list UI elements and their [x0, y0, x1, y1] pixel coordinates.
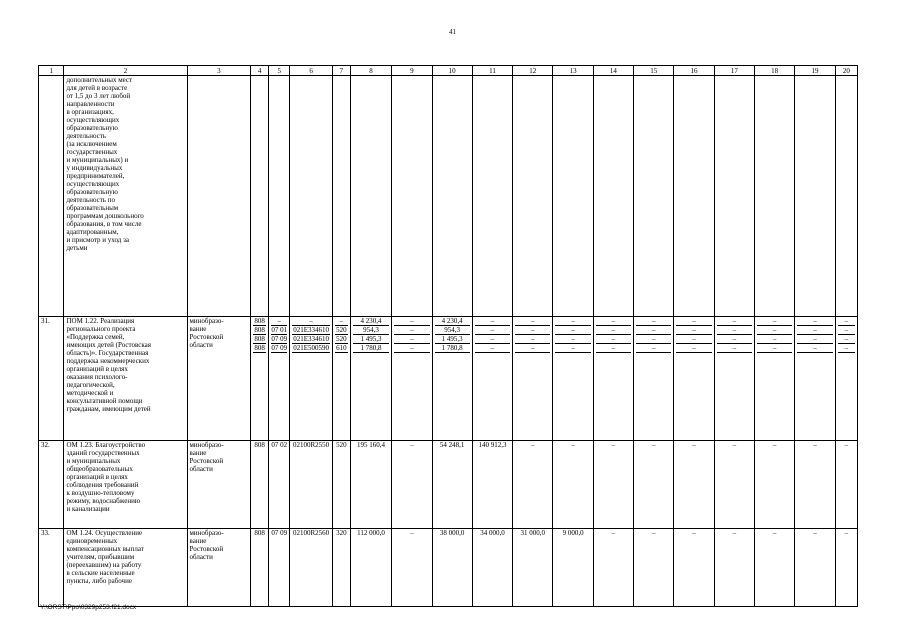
value-line: –	[757, 344, 792, 353]
measure-name	[64, 317, 187, 441]
value-cell	[350, 529, 391, 607]
header-cell: 11	[472, 66, 512, 76]
executor-line: минобразо-	[189, 317, 224, 325]
measure-name-line: организаций в целях	[66, 365, 128, 373]
measure-name-line: имеющих детей (Ростовская	[66, 341, 151, 349]
value-line: 021E334610	[293, 326, 329, 334]
measure-name-line: деятельность	[66, 132, 106, 140]
value-line: 02100R2550	[293, 441, 330, 449]
measure-name-line: образовательную	[66, 188, 118, 196]
measure-name-line: у индивидуальных	[66, 164, 123, 172]
value-line: –	[636, 326, 671, 335]
value-cell	[674, 76, 714, 317]
value-line: –	[676, 344, 711, 353]
value-line: –	[475, 335, 510, 344]
measure-name-line: в организациях,	[66, 108, 114, 116]
measure-name-line: к воздушно-тепловому	[66, 489, 135, 497]
value-line: –	[676, 335, 711, 344]
value-cell	[290, 317, 332, 441]
value-line: –	[596, 344, 631, 353]
value-line: –	[475, 326, 510, 335]
value-line: 954,3	[353, 326, 389, 335]
value-cell	[392, 317, 432, 441]
measure-name-line: поддержка некоммерческих	[66, 357, 150, 365]
row-number: 32.	[39, 441, 64, 529]
measure-name-line: (за исключением	[66, 140, 117, 148]
value-line: 520	[336, 335, 347, 343]
value-line: –	[394, 335, 429, 344]
value-cell	[350, 317, 391, 441]
value-line: 954,3	[435, 326, 470, 335]
measure-name-line: регионального проекта	[66, 325, 136, 333]
measure-name-line: учителям, прибывшим	[66, 553, 135, 561]
value-line: 320	[336, 529, 347, 537]
value-cell	[332, 529, 350, 607]
measure-name-line: единовременных	[66, 537, 118, 545]
value-line: –	[838, 335, 855, 344]
value-cell	[634, 441, 674, 529]
measure-name-line: ПОМ 1.22. Реализация	[66, 317, 135, 325]
table-row	[39, 76, 858, 317]
value-cell	[795, 317, 835, 441]
executor-line: минобразо-	[189, 529, 224, 537]
value-line: 4 230,4	[435, 317, 470, 326]
value-line: –	[717, 335, 752, 344]
value-line: 1 780,8	[435, 344, 470, 353]
table-body	[39, 66, 858, 607]
value-line: –	[611, 441, 616, 449]
value-line: 808	[254, 326, 265, 334]
measure-name	[64, 76, 187, 317]
value-line: 808	[254, 441, 265, 449]
executor	[187, 317, 251, 441]
header-cell: 13	[553, 66, 593, 76]
measure-name	[64, 441, 187, 529]
header-cell: 2	[64, 66, 187, 76]
header-cell: 6	[290, 66, 332, 76]
value-cell	[553, 317, 593, 441]
header-cell: 7	[332, 66, 350, 76]
header-cell: 4	[251, 66, 269, 76]
executor-line: Ростовской	[189, 333, 224, 341]
value-cell	[251, 441, 269, 529]
value-line: –	[797, 335, 832, 344]
value-cell	[835, 317, 857, 441]
value-line: –	[410, 529, 414, 537]
value-line: –	[717, 317, 752, 326]
value-line: –	[838, 317, 855, 326]
header-cell: 17	[714, 66, 754, 76]
executor-line: вание	[189, 449, 207, 457]
value-cell	[290, 441, 332, 529]
header-cell: 12	[513, 66, 553, 76]
header-row	[39, 66, 858, 76]
header-cell: 10	[432, 66, 472, 76]
value-cell	[332, 441, 350, 529]
value-line: 808	[254, 317, 265, 325]
measure-name-line: в сельские населенные	[66, 569, 135, 577]
header-cell: 3	[187, 66, 251, 76]
executor-line: области	[189, 553, 213, 561]
executor-line: области	[189, 341, 213, 349]
measure-name-line: оказания психолого-	[66, 373, 128, 381]
header-cell: 5	[269, 66, 290, 76]
value-cell	[835, 441, 857, 529]
header-cell: 8	[350, 66, 391, 76]
value-cell	[392, 76, 432, 317]
value-line: –	[732, 529, 737, 537]
value-line: 38 000,0	[439, 529, 465, 537]
measure-name-line: организаций в целях	[66, 473, 128, 481]
value-line: –	[797, 326, 832, 335]
value-line: 520	[336, 326, 347, 334]
measure-name-line: и муниципальных	[66, 457, 121, 465]
value-cell	[634, 529, 674, 607]
executor-line: минобразо-	[189, 441, 224, 449]
value-line: 520	[336, 441, 347, 449]
value-cell	[432, 529, 472, 607]
value-line: –	[636, 344, 671, 353]
value-cell	[251, 317, 269, 441]
value-line: –	[651, 441, 656, 449]
value-cell	[795, 441, 835, 529]
header-cell: 19	[795, 66, 835, 76]
value-line: –	[555, 344, 590, 353]
measure-name-line: область)». Государственная	[66, 349, 149, 357]
header-cell: 9	[392, 66, 432, 76]
value-line: 9 000,0	[562, 529, 584, 537]
value-cell	[755, 317, 795, 441]
value-cell	[755, 529, 795, 607]
measure-name-line: детьми	[66, 244, 88, 252]
measure-name-line: осуществляющих	[66, 116, 120, 124]
measure-name-line: режиму, водоснабжению	[66, 497, 141, 505]
value-cell	[350, 76, 391, 317]
value-cell	[674, 317, 714, 441]
value-cell	[392, 529, 432, 607]
value-line: –	[838, 326, 855, 335]
value-line: –	[717, 326, 752, 335]
value-cell	[269, 76, 290, 317]
value-cell	[392, 441, 432, 529]
value-line: –	[636, 317, 671, 326]
measure-name-line: зданий государственных	[66, 449, 140, 457]
executor	[187, 441, 251, 529]
value-line: –	[292, 317, 329, 326]
measure-name-line: дополнительных мест	[66, 76, 133, 84]
value-cell	[472, 76, 512, 317]
value-line: –	[757, 317, 792, 326]
value-line: –	[717, 344, 752, 353]
measure-name-line: методической и	[66, 389, 114, 397]
header-cell: 20	[835, 66, 857, 76]
value-line: 112 000,0	[357, 529, 385, 537]
header-cell: 18	[755, 66, 795, 76]
value-cell	[674, 529, 714, 607]
row-number	[39, 76, 64, 317]
value-line: –	[772, 441, 777, 449]
value-cell	[513, 441, 553, 529]
value-line: –	[555, 317, 590, 326]
value-cell	[269, 317, 290, 441]
value-cell	[432, 76, 472, 317]
value-cell	[513, 76, 553, 317]
value-line: –	[335, 317, 348, 326]
value-line: –	[636, 335, 671, 344]
value-line: 02100R2560	[293, 529, 330, 537]
measure-name-line: гражданам, имеющим детей	[66, 405, 151, 413]
value-line: 1 780,8	[353, 344, 389, 353]
measure-name-line: деятельность по	[66, 196, 115, 204]
value-line: –	[692, 529, 696, 537]
value-cell	[251, 529, 269, 607]
value-cell	[332, 317, 350, 441]
header-cell: 1	[39, 66, 64, 76]
measure-name-line: общеобразовательных	[66, 465, 133, 473]
value-line: –	[838, 344, 855, 353]
value-line: –	[531, 441, 535, 449]
value-cell	[269, 441, 290, 529]
measure-name-line: ОМ 1.23. Благоустройство	[66, 441, 146, 449]
value-cell	[472, 441, 512, 529]
measure-name-line: соблюдения требований	[66, 481, 139, 489]
value-line: 195 160,4	[357, 441, 385, 449]
measure-name-line: предпринимателей,	[66, 172, 125, 180]
value-cell	[593, 529, 633, 607]
measure-name-line: «Поддержка семей,	[66, 333, 125, 341]
value-line: 808	[254, 344, 265, 352]
value-line: –	[797, 317, 832, 326]
measure-name-line: программам дошкольного	[66, 212, 144, 220]
value-cell	[634, 317, 674, 441]
value-cell	[714, 76, 754, 317]
value-line: –	[515, 344, 550, 353]
value-line: –	[844, 441, 849, 449]
measure-name-line: образовательную	[66, 124, 118, 132]
value-cell	[593, 76, 633, 317]
value-line: –	[813, 441, 817, 449]
value-line: –	[475, 344, 510, 353]
executor-line: области	[189, 465, 213, 473]
value-line: –	[394, 317, 429, 326]
value-line: 31 000,0	[520, 529, 546, 537]
measure-name-line: ОМ 1.24. Осуществление	[66, 529, 143, 537]
value-cell	[755, 76, 795, 317]
value-line: –	[844, 529, 849, 537]
measure-name-line: компенсационных выплат	[66, 545, 144, 553]
value-line: 808	[254, 335, 265, 343]
value-cell	[835, 529, 857, 607]
value-cell	[472, 317, 512, 441]
value-cell	[593, 317, 633, 441]
value-line: 4 230,4	[353, 317, 389, 326]
executor-line: вание	[189, 537, 207, 545]
measure-name-line: образовательным	[66, 204, 119, 212]
executor	[187, 76, 251, 317]
value-line: 1 495,3	[353, 335, 389, 344]
measure-name-line: для детей в возрасте	[66, 84, 128, 92]
measure-name-line: и присмотр и уход за	[66, 236, 129, 244]
value-cell	[513, 529, 553, 607]
value-line: –	[410, 441, 414, 449]
measure-name-line: осуществляющих	[66, 180, 120, 188]
footer-path: Y:\ORST\Ppo\0329p253.f21.docx	[40, 604, 137, 611]
value-cell	[593, 441, 633, 529]
value-line: 07 01	[271, 326, 288, 334]
value-cell	[553, 441, 593, 529]
value-line: 07 09	[271, 529, 288, 537]
executor-line: Ростовской	[189, 457, 224, 465]
value-line: –	[651, 529, 656, 537]
value-cell	[290, 76, 332, 317]
budget-table	[38, 65, 858, 607]
value-line: –	[555, 335, 590, 344]
executor	[187, 529, 251, 607]
value-cell	[714, 529, 754, 607]
page-number: 41	[449, 28, 456, 36]
value-cell	[795, 529, 835, 607]
value-cell	[269, 529, 290, 607]
measure-name-line: пункты, либо рабочие	[66, 577, 132, 585]
value-line: –	[813, 529, 817, 537]
measure-name-line: консультативной помощи	[66, 397, 143, 405]
measure-name	[64, 529, 187, 607]
value-line: –	[596, 335, 631, 344]
value-cell	[251, 76, 269, 317]
value-line: –	[797, 344, 832, 353]
table-row	[39, 317, 858, 441]
value-cell	[714, 317, 754, 441]
value-cell	[553, 76, 593, 317]
value-line: –	[676, 326, 711, 335]
value-cell	[755, 441, 795, 529]
value-line: 1 495,3	[435, 335, 470, 344]
value-cell	[553, 529, 593, 607]
measure-name-line: (переехавшим) на работу	[66, 561, 142, 569]
measure-name-line: и канализации	[66, 505, 110, 513]
value-line: –	[394, 326, 429, 335]
value-cell	[795, 76, 835, 317]
value-cell	[432, 441, 472, 529]
value-cell	[835, 76, 857, 317]
value-line: –	[757, 326, 792, 335]
value-line: 54 248,1	[439, 441, 465, 449]
value-line: –	[772, 529, 777, 537]
value-line: –	[271, 317, 287, 326]
row-number: 33.	[39, 529, 64, 607]
value-line: –	[515, 335, 550, 344]
value-line: –	[596, 326, 631, 335]
value-line: –	[732, 441, 737, 449]
row-number: 31.	[39, 317, 64, 441]
value-line: –	[394, 344, 429, 353]
value-line: –	[475, 317, 510, 326]
value-line: –	[611, 529, 616, 537]
header-cell: 16	[674, 66, 714, 76]
value-cell	[472, 529, 512, 607]
value-line: 021E500590	[293, 344, 329, 352]
table-row	[39, 529, 858, 607]
value-cell	[332, 76, 350, 317]
executor-line: Ростовской	[189, 545, 224, 553]
value-line: 34 000,0	[480, 529, 505, 537]
value-line: 07 02	[271, 441, 288, 449]
value-cell	[674, 441, 714, 529]
value-line: –	[676, 317, 711, 326]
value-line: 610	[336, 344, 347, 352]
value-line: 021E334610	[293, 335, 329, 343]
measure-name-line: образования, в том числе	[66, 220, 142, 228]
value-line: 140 912,3	[478, 441, 507, 449]
value-cell	[513, 317, 553, 441]
value-line: –	[692, 441, 696, 449]
value-cell	[634, 76, 674, 317]
value-line: –	[515, 317, 550, 326]
measure-name-line: направленности	[66, 100, 115, 108]
measure-name-line: адаптированным,	[66, 228, 119, 236]
value-line: 808	[254, 529, 265, 537]
value-cell	[432, 317, 472, 441]
value-line: 07 09	[271, 335, 288, 343]
value-cell	[350, 441, 391, 529]
value-line: –	[757, 335, 792, 344]
header-cell: 14	[593, 66, 633, 76]
measure-name-line: государственных	[66, 148, 118, 156]
measure-name-line: от 1,5 до 3 лет любой	[66, 92, 131, 100]
value-line: –	[571, 441, 575, 449]
executor-line: вание	[189, 325, 207, 333]
value-line: –	[596, 317, 631, 326]
value-line: –	[515, 326, 550, 335]
value-cell	[290, 529, 332, 607]
value-line: 07 09	[271, 344, 288, 352]
measure-name-line: и муниципальных) и	[66, 156, 129, 164]
table-row	[39, 441, 858, 529]
measure-name-line: педагогической,	[66, 381, 115, 389]
header-cell: 15	[634, 66, 674, 76]
value-cell	[714, 441, 754, 529]
value-line: –	[555, 326, 590, 335]
